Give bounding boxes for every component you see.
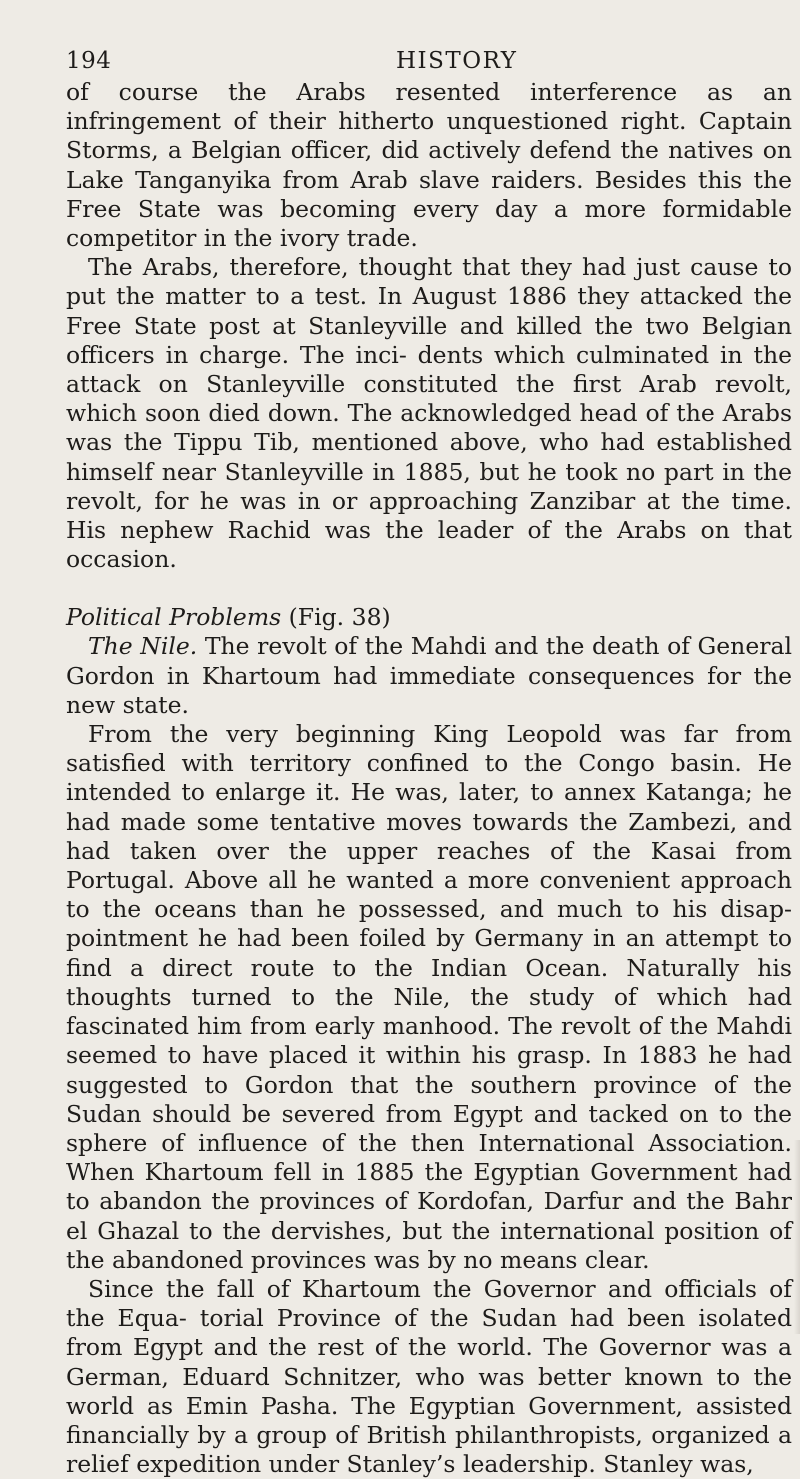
- page-edge-shadow: [794, 1140, 800, 1334]
- paragraph-arab-revolt: The Arabs, therefore, thought that they had just cause to put the matter to a test. In August 1886 they attacked the Free State post at Stanleyville and killed the two Belgian officers in charge. The inci- dents which culminated in the attack on Stanleyville constituted the first Arab revolt, which soon died down. The acknowledged head of the Arabs was the Tippu Tib, mentioned above, who had established himself near Stanleyville in 1885, but he took no part in the revolt, for he was in or approaching Zanzibar at the time. His nephew Rachid was the leader of the Arabs on that occasion.: [66, 253, 792, 574]
- paragraph-king-leopold: From the very beginning King Leopold was far from satisfied with territory confined to the Congo basin. He intended to enlarge it. He was, later, to annex Katanga; he had made some tentative moves towards the Zambezi, and had taken over the upper reaches of the Kasai from Portugal. Above all he wanted a more convenient approach to the oceans than he possessed, and much to his disap- pointment he had been foiled by Germany in an attempt to find a direct route to the Indian Ocean. Naturally his thoughts turned to the Nile, the study of which had fascinated him from early manhood. The revolt of the Mahdi seemed to have placed it within his grasp. In 1883 he had suggested to Gordon that the southern province of the Sudan should be severed from Egypt and tacked on to the sphere of influence of the then International Association. When Khartoum fell in 1885 the Egyptian Government had to abandon the provinces of Kordofan, Darfur and the Bahr el Ghazal to the dervishes, but the international position of the abandoned provinces was by no means clear.: [66, 720, 792, 1274]
- section-title: Political Problems: [66, 603, 282, 632]
- paragraph-emin-pasha: Since the fall of Khartoum the Governor and officials of the Equa- torial Province of the Sudan had been isolated from Egypt and the rest of the world. The Governor was a German, Eduard Schnitzer, who was better known to the world as Emin Pasha. The Egyptian Government, assisted financially by a group of British philanthropists, organized a relief expedition under Stanley’s leadership. Stanley was,: [66, 1274, 792, 1479]
- page-header: [66, 46, 792, 78]
- paragraph-arab-resentment: of course the Arabs resented interference as an infringement of their hitherto unquestioned right. Captain Storms, a Belgian officer, did actively defend the natives on Lake Tanganyika from Arab slave raiders. Besides this the Free State was becoming every day a more formidable competitor in the ivory trade.: [66, 78, 792, 253]
- running-head: HISTORY: [396, 48, 518, 74]
- section-heading: [66, 602, 792, 632]
- paragraph-the-nile-text: The revolt of the Mahdi and the death of General Gordon in Khartoum had immediate consequences for the new state.: [66, 632, 792, 719]
- page-number: 194: [66, 48, 112, 74]
- run-in-heading: The Nile.: [88, 632, 198, 661]
- book-page: [66, 46, 792, 1479]
- figure-reference: (Fig. 38): [281, 603, 391, 632]
- paragraph-the-nile: [66, 632, 792, 720]
